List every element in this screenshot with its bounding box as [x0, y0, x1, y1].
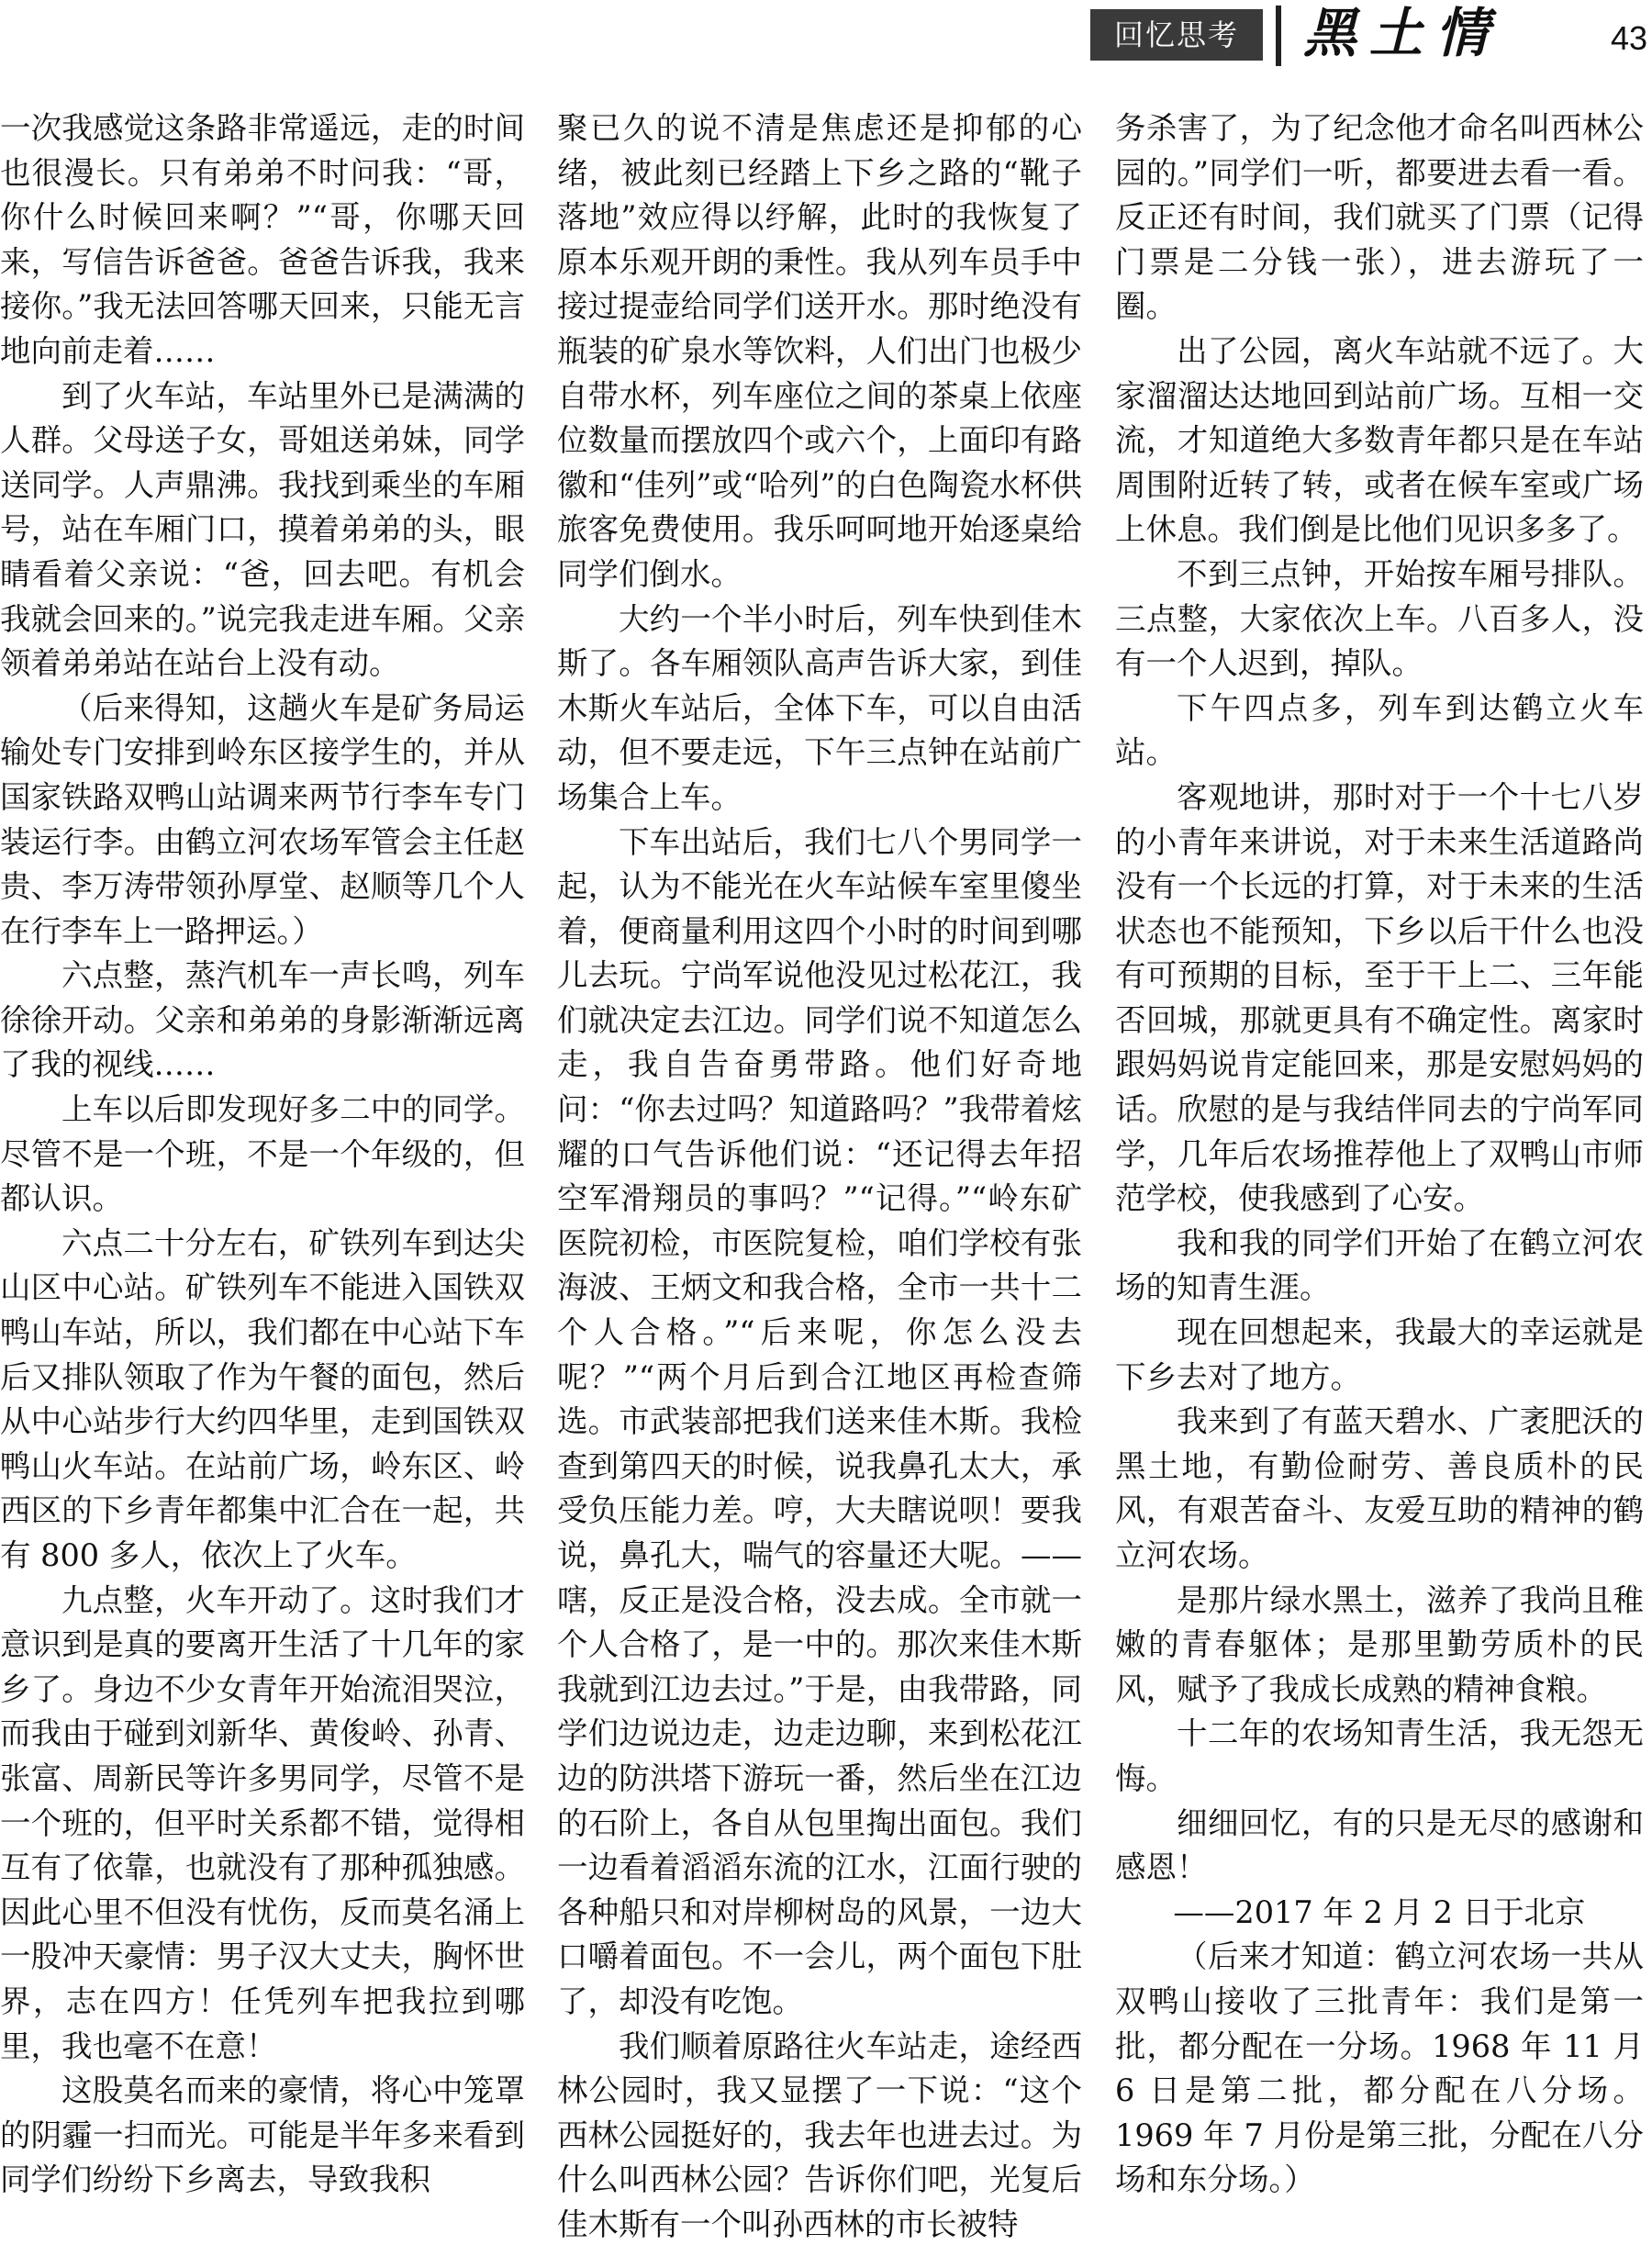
paragraph: 九点整，火车开动了。这时我们才意识到是真的要离开生活了十几年的家乡了。身边不少女青年开始流泪哭泣，而我由于碰到刘新华、黄俊岭、孙青、张富、周新民等许多男同学，尽管不是一个班的，但平时关系都不错，觉得相互有了依靠，也就没有了那种孤独感。因此心里不但没有忧伤，反而莫名涌上一股冲天豪情：男子汉大丈夫，胸怀世界，志在四方！任凭列车把我拉到哪里，我也毫不在意！ [0, 1581, 525, 2064]
paragraph: 聚已久的说不清是焦虑还是抑郁的心绪，被此刻已经踏上下乡之路的“靴子落地”效应得以纾解，此时的我恢复了原本乐观开朗的秉性。我从列车员手中接过提壶给同学们送开水。那时绝没有瓶装的矿泉水等饮料，人们出门也极少自带水杯，列车座位之间的茶桌上依座位数量而摆放四个或六个，上面印有路徽和“佳列”或“哈列”的白色陶瓷水杯供旅客免费使用。我乐呵呵地开始逐桌给同学们倒水。 [557, 110, 1082, 592]
page-number: 43 [1610, 19, 1647, 57]
paragraph: 我和我的同学们开始了在鹤立河农场的知青生涯。 [1115, 1224, 1644, 1306]
paragraph: 这股莫名而来的豪情，将心中笼罩的阴霾一扫而光。可能是半年多来看到同学们纷纷下乡离去，导致我积 [0, 2072, 525, 2198]
text-column-3 [1115, 106, 1644, 2245]
paragraph: 六点二十分左右，矿铁列车到达尖山区中心站。矿铁列车不能进入国铁双鸭山车站，所以，我们都在中心站下车后又排队领取了作为午餐的面包，然后从中心站步行大约四华里，走到国铁双鸭山火车站。在站前广场，岭东区、岭西区的下乡青年都集中汇合在一起，共有 800 多人，依次上了火车。 [0, 1224, 525, 1573]
paragraph: 我们顺着原路往火车站走，途经西林公园时，我又显摆了一下说：“这个西林公园挺好的，我去年也进去过。为什么叫西林公园？告诉你们吧，光复后佳木斯有一个叫孙西林的市长被特 [557, 2027, 1082, 2242]
magazine-logo: 黑土情 [1303, 2, 1502, 64]
signature-line: ——2017 年 2 月 2 日于北京 [1173, 1893, 1586, 1930]
paragraph: 不到三点钟，开始按车厢号排队。三点整，大家依次上车。八百多人，没有一个人迟到，掉队。 [1115, 555, 1644, 682]
paragraph: 现在回想起来，我最大的幸运就是下乡去对了地方。 [1115, 1314, 1644, 1395]
section-label: 回忆思考 [1090, 9, 1263, 61]
paragraph: 细细回忆，有的只是无尽的感谢和感恩！ [1115, 1804, 1644, 1886]
paragraph: 下车出站后，我们七八个男同学一起，认为不能光在火车站候车室里傻坐着，便商量利用这四个小时的时间到哪儿去玩。宁尚军说他没见过松花江，我们就决定去江边。同学们说不知道怎么走，我自告奋勇带路。他们好奇地问：“你去过吗？知道路吗？”我带着炫耀的口气告诉他们说：“还记得去年招空军滑翔员的事吗？”“记得。”“岭东矿医院初检，市医院复检，咱们学校有张海波、王炳文和我合格，全市一共十二个人合格。”“后来呢，你怎么没去呢？”“两个月后到合江地区再检查筛选。市武装部把我们送来佳木斯。我检查到第四天的时候，说我鼻孔太大，承受负压能力差。哼，大夫瞎说呗！要我说，鼻孔大，喘气的容量还大呢。——嗐，反正是没合格，没去成。全市就一个人合格了，是一中的。那次来佳木斯我就到江边去过。”于是，由我带路，同学们边说边走，边走边聊，来到松花江边的防洪塔下游玩一番，然后坐在江边的石阶上，各自从包里掏出面包。我们一边看着滔滔东流的江水，江面行驶的各种船只和对岸柳树岛的风景，一边大口嚼着面包。不一会儿，两个面包下肚了，却没有吃饱。 [557, 823, 1082, 2019]
page-header [0, 0, 1652, 73]
paragraph: 务杀害了，为了纪念他才命名叫西林公园的。”同学们一听，都要进去看一看。反正还有时间，我们就买了门票（记得门票是二分钱一张），进去游玩了一圈。 [1115, 110, 1644, 325]
paragraph: 十二年的农场知青生活，我无怨无悔。 [1115, 1715, 1644, 1796]
paragraph: 上车以后即发现好多二中的同学。尽管不是一个班，不是一个年级的，但都认识。 [0, 1091, 525, 1217]
header-divider [1276, 6, 1281, 66]
paragraph: 大约一个半小时后，列车快到佳木斯了。各车厢领队高声告诉大家，到佳木斯火车站后，全体下车，可以自由活动，但不要走远，下午三点钟在站前广场集合上车。 [557, 600, 1082, 815]
paragraph: 一次我感觉这条路非常遥远，走的时间也很漫长。只有弟弟不时问我：“哥，你什么时候回来啊？”“哥，你哪天回来，写信告诉爸爸。爸爸告诉我，我来接你。”我无法回答哪天回来，只能无言地向前走着…… [0, 110, 525, 369]
text-column-2 [557, 106, 1082, 2245]
paragraph: 我来到了有蓝天碧水、广袤肥沃的黑土地，有勤俭耐劳、善良质朴的民风，有艰苦奋斗、友爱互助的精神的鹤立河农场。 [1115, 1403, 1644, 1573]
paragraph: 是那片绿水黑土，滋养了我尚且稚嫩的青春躯体；是那里勤劳质朴的民风，赋予了我成长成熟的精神食粮。 [1115, 1581, 1644, 1707]
paragraph: 客观地讲，那时对于一个十七八岁的小青年来讲说，对于未来生活道路尚没有一个长远的打算，对于未来的生活状态也不能预知，下乡以后干什么也没有可预期的目标，至于干上二、三年能否回城，那就更具有不确定性。离家时跟妈妈说肯定能回来，那是安慰妈妈的话。欣慰的是与我结伴同去的宁尚军同学，几年后农场推荐他上了双鸭山市师范学校，使我感到了心安。 [1115, 778, 1644, 1217]
paragraph: 下午四点多，列车到达鹤立火车站。 [1115, 689, 1644, 771]
paragraph: （后来得知，这趟火车是矿务局运输处专门安排到岭东区接学生的，并从国家铁路双鸭山站调来两节行李车专门装运行李。由鹤立河农场军管会主任赵贵、李万涛带领孙厚堂、赵顺等几个人在行李车上一路押运。） [0, 689, 525, 949]
paragraph: 到了火车站，车站里外已是满满的人群。父母送子女，哥姐送弟妹，同学送同学。人声鼎沸。我找到乘坐的车厢号，站在车厢门口，摸着弟弟的头，眼睛看着父亲说：“爸，回去吧。有机会我就会回来的。”说完我走进车厢。父亲领着弟弟站在站台上没有动。 [0, 377, 525, 682]
paragraph: 六点整，蒸汽机车一声长鸣，列车徐徐开动。父亲和弟弟的身影渐渐远离了我的视线…… [0, 957, 525, 1083]
paragraph: （后来才知道：鹤立河农场一共从双鸭山接收了三批青年：我们是第一批，都分配在一分场。1968 年 11 月 6 日是第二批，都分配在八分场。1969 年 7 月份是第三批，分配在八分场和东分场。） [1115, 1938, 1644, 2198]
paragraph: 出了公园，离火车站就不远了。大家溜溜达达地回到站前广场。互相一交流，才知道绝大多数青年都只是在车站周围附近转了转，或者在候车室或广场上休息。我们倒是比他们见识多多了。 [1115, 332, 1644, 548]
text-column-1 [0, 106, 525, 2245]
